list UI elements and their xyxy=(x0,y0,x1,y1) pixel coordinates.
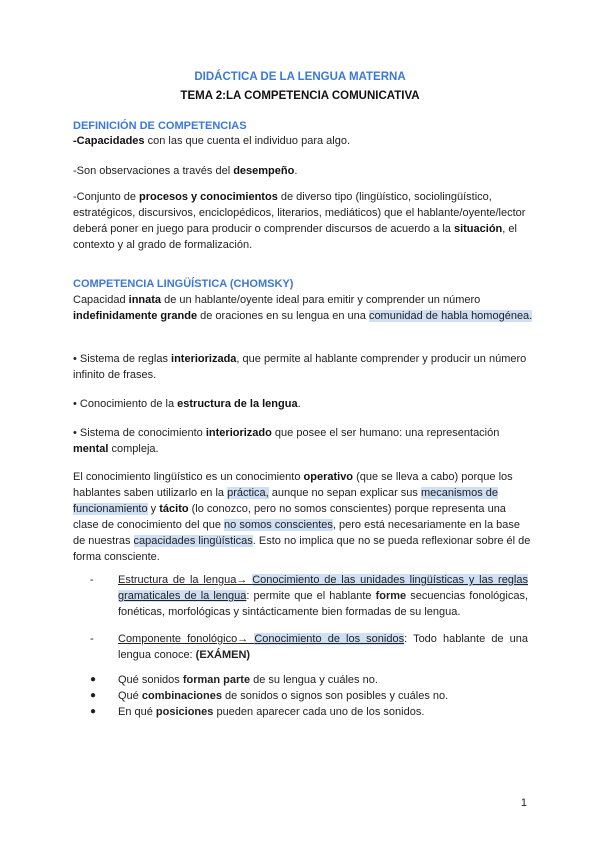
text: , el contexto y al grado de formalización. xyxy=(73,223,517,251)
bullet-list-item xyxy=(118,672,528,688)
bold-text: situación xyxy=(453,223,503,235)
text: : permite que el hablante xyxy=(246,590,376,602)
bullet-list-item xyxy=(118,704,528,720)
text: , pero está necesariamente en la base de nuestras xyxy=(73,519,521,547)
underlined-text: Componente fonológico xyxy=(118,633,238,645)
bold-text: interiorizada xyxy=(171,353,237,365)
bold-text: innata xyxy=(128,294,162,306)
text: Qué sonidos xyxy=(118,674,183,686)
bold-text: combinaciones xyxy=(141,690,222,702)
text: El conocimiento lingüístico es un conocimiento xyxy=(73,471,304,483)
text: y xyxy=(147,503,160,515)
document-title: DIDÁCTICA DE LA LENGUA MATERNA xyxy=(194,71,406,83)
highlighted-text: Conocimiento de las unidades lingüísticas y las reglas gramaticales de la lengua xyxy=(118,574,528,602)
highlighted-text: práctica, xyxy=(227,487,269,499)
dash-list-item xyxy=(118,572,528,620)
text: aunque no sepan explicar sus xyxy=(268,487,421,499)
text: (que se lleva a cabo) porque los hablantes saben utilizarlo en la xyxy=(73,471,513,499)
text: con las que cuenta el individuo para algo. xyxy=(144,135,351,147)
paragraph xyxy=(73,469,533,565)
highlighted-text: comunidad de habla homogénea. xyxy=(368,310,533,322)
underlined-text: Estructura de la lengua xyxy=(118,574,237,586)
bold-text: posiciones xyxy=(155,706,214,718)
bold-text: indefinidamente grande xyxy=(73,310,198,322)
paragraph xyxy=(73,133,533,149)
section-heading-competencia: COMPETENCIA LINGÜÍSTICA (CHOMSKY) xyxy=(73,278,294,290)
highlighted-text: capacidades lingüísticas xyxy=(133,535,253,547)
bullet-marker: ● xyxy=(90,674,97,685)
bold-text: (EXÁMEN) xyxy=(195,649,251,661)
arrow-text: → xyxy=(236,574,253,586)
bullet-list-item xyxy=(118,688,528,704)
bold-text: forman parte xyxy=(182,674,251,686)
highlighted-text: mecanismos de funcionamiento xyxy=(73,487,499,515)
text: compleja. xyxy=(108,443,159,455)
bullet-marker: ● xyxy=(90,690,97,701)
bold-text: forme xyxy=(375,590,407,602)
text: (lo conozco, pero no somos conscientes) porque representa una clase de conocimiento del que xyxy=(73,503,506,531)
bold-text: interiorizado xyxy=(205,427,272,439)
document-subtitle: TEMA 2:LA COMPETENCIA COMUNICATIVA xyxy=(180,90,420,102)
bullet-marker: ● xyxy=(90,706,97,717)
bold-text: mental xyxy=(73,443,109,455)
text: de oraciones en su lengua en una xyxy=(197,310,369,322)
text: de diverso tipo (lingüístico, sociolingüístico, estratégicos, discursivos, enciclopédicos, literarios, mediáticos) que el hablante/oyente/lector deberá poner en juego para producir o comprender discursos de acuerdo a la xyxy=(73,191,526,235)
bold-text: tácito xyxy=(159,503,189,515)
text: secuencias fonológicas, fonéticas, morfológicas y sintácticamente bien formadas de su lengua. xyxy=(118,590,529,618)
text: . xyxy=(297,398,301,410)
bold-text: procesos y conocimientos xyxy=(139,191,278,203)
paragraph xyxy=(73,396,533,412)
bold-text: -Capacidades xyxy=(73,135,145,147)
paragraph xyxy=(73,189,533,253)
text: de sonidos o signos son posibles y cuáles no. xyxy=(221,690,449,702)
text: pueden aparecer cada uno de los sonidos. xyxy=(213,706,425,718)
text: que posee el ser humano: una representación xyxy=(271,427,500,439)
text: , que permite al hablante comprender y producir un número infinito de frases. xyxy=(73,353,527,381)
text: . Esto no implica que no se pueda reflexionar sobre él de forma consciente. xyxy=(73,535,531,563)
text: En qué xyxy=(118,706,156,718)
section-heading-definicion: DEFINICIÓN DE COMPETENCIAS xyxy=(73,120,247,132)
bold-text: desempeño xyxy=(233,165,295,177)
dash-marker: - xyxy=(90,633,94,645)
text: de su lengua y cuáles no. xyxy=(250,674,378,686)
text: de un hablante/oyente ideal para emitir y comprender un número xyxy=(161,294,481,306)
bold-text: operativo xyxy=(303,471,354,483)
dash-marker: - xyxy=(90,574,94,586)
highlighted-text: Conocimiento de los sonidos xyxy=(254,633,405,645)
text: -Conjunto de xyxy=(73,191,140,203)
text: • Sistema de reglas xyxy=(73,353,172,365)
paragraph xyxy=(73,351,533,383)
paragraph xyxy=(73,292,533,324)
text: Capacidad xyxy=(73,294,129,306)
text: Qué xyxy=(118,690,142,702)
bold-text: estructura de la lengua xyxy=(177,398,298,410)
highlighted-text: no somos conscientes xyxy=(224,519,333,531)
text: : Todo hablante de una lengua conoce: xyxy=(118,633,528,661)
text: • Conocimiento de la xyxy=(73,398,178,410)
paragraph xyxy=(73,425,533,457)
arrow-text: → xyxy=(237,633,255,645)
paragraph xyxy=(73,163,533,179)
dash-list-item xyxy=(118,631,528,663)
text: . xyxy=(294,165,298,177)
text: • Sistema de conocimiento xyxy=(73,427,206,439)
page-number: 1 xyxy=(520,797,527,809)
text: -Son observaciones a través del xyxy=(73,165,234,177)
